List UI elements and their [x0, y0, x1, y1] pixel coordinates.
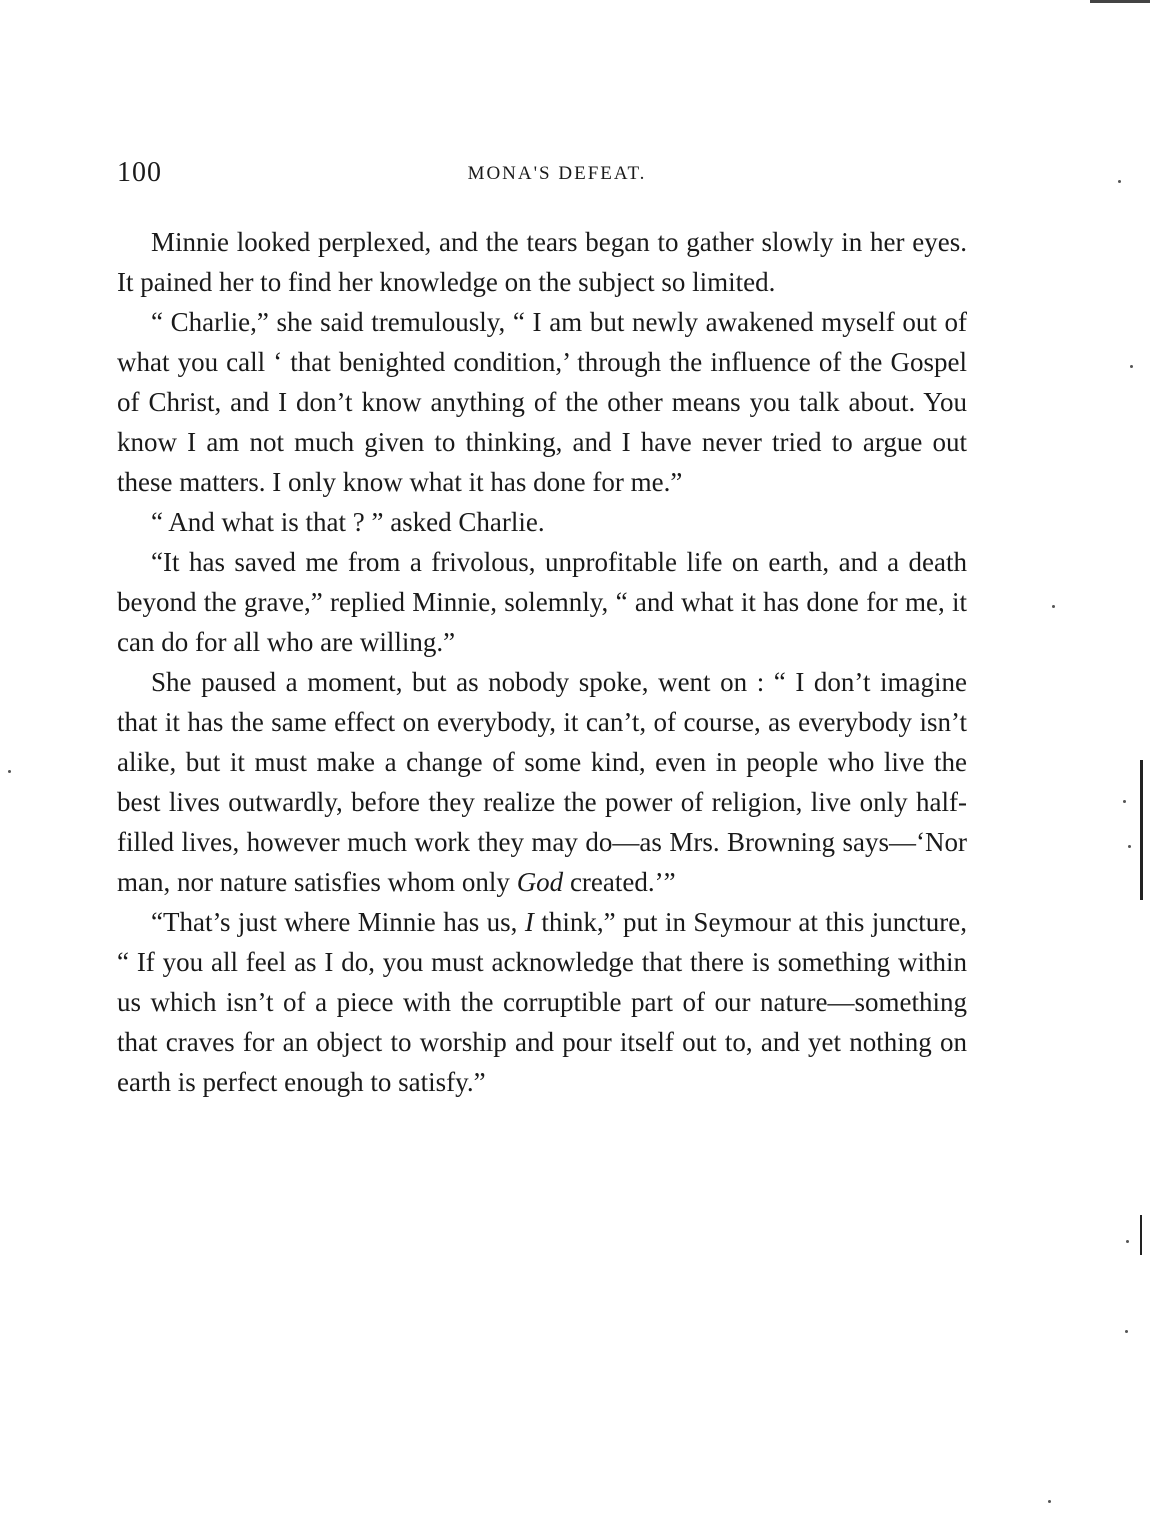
running-head: [117, 155, 967, 195]
scan-speck: [1126, 1240, 1129, 1243]
scan-speck: [1118, 180, 1121, 183]
italic-word: God: [516, 867, 564, 897]
scan-speck: [1048, 1500, 1051, 1503]
paragraph-text: “ Charlie,” she said tremulously, “ I am but newly awakened myself out of what you call ‘ that benighted condition,’ through the influence of the Gospel of Christ, and I don’t know anything of the other means you talk about. You know I am not much given to thinking, and I have never tried to argue out these matters. I only know what it has done for me.”: [117, 307, 967, 497]
paragraph-text: “ And what is that ? ” asked Charlie.: [151, 507, 545, 537]
scan-speck: [1052, 605, 1055, 608]
paragraph: [117, 222, 967, 302]
paragraph: [117, 662, 967, 902]
paragraph-text: She paused a moment, but as nobody spoke, went on : “ I don’t imagine that it has the same effect on everybody, it can’t, of course, as everybody isn’t alike, but it must make a change of some kind, even in people who live the best lives outwardly, before they realize the power of religion, live only half-filled lives, however much work they may do—as Mrs. Browning says—‘Nor man, nor nature satisfies whom only: [117, 667, 967, 897]
paragraph-text: created.’”: [563, 867, 676, 897]
body-text: [117, 222, 967, 1102]
paragraph: [117, 542, 967, 662]
scan-speck: [1123, 800, 1126, 803]
paragraph-text: “That’s just where Minnie has us,: [151, 907, 525, 937]
page-number: 100: [117, 157, 162, 188]
scan-speck: [1125, 1330, 1128, 1333]
scan-artifact: [1140, 1215, 1142, 1255]
scan-speck: [1130, 365, 1133, 368]
book-title: MONA'S DEFEAT.: [467, 163, 647, 184]
scan-artifact: [1140, 760, 1143, 900]
paragraph: [117, 302, 967, 502]
paragraph-text: “It has saved me from a frivolous, unprofitable life on earth, and a death beyond the grave,” replied Minnie, solemnly, “ and what it has done for me, it can do for all who are willing.”: [117, 547, 967, 657]
paragraph-text: think,” put in Seymour at this juncture, “ If you all feel as I do, you must acknowledge that there is something within us which isn’t of a piece with the corruptible part of our nature—something that craves for an object to worship and pour itself out to, and yet nothing on earth is perfect enough to satisfy.”: [117, 907, 967, 1097]
italic-word: I: [524, 907, 534, 937]
paragraph: [117, 502, 967, 542]
paragraph-text: Minnie looked perplexed, and the tears began to gather slowly in her eyes. It pained her to find her knowledge on the subject so limited.: [117, 227, 967, 297]
scan-speck: [1128, 845, 1131, 848]
scan-speck: [8, 770, 11, 773]
scan-artifact: [1090, 0, 1150, 3]
paragraph: [117, 902, 967, 1102]
